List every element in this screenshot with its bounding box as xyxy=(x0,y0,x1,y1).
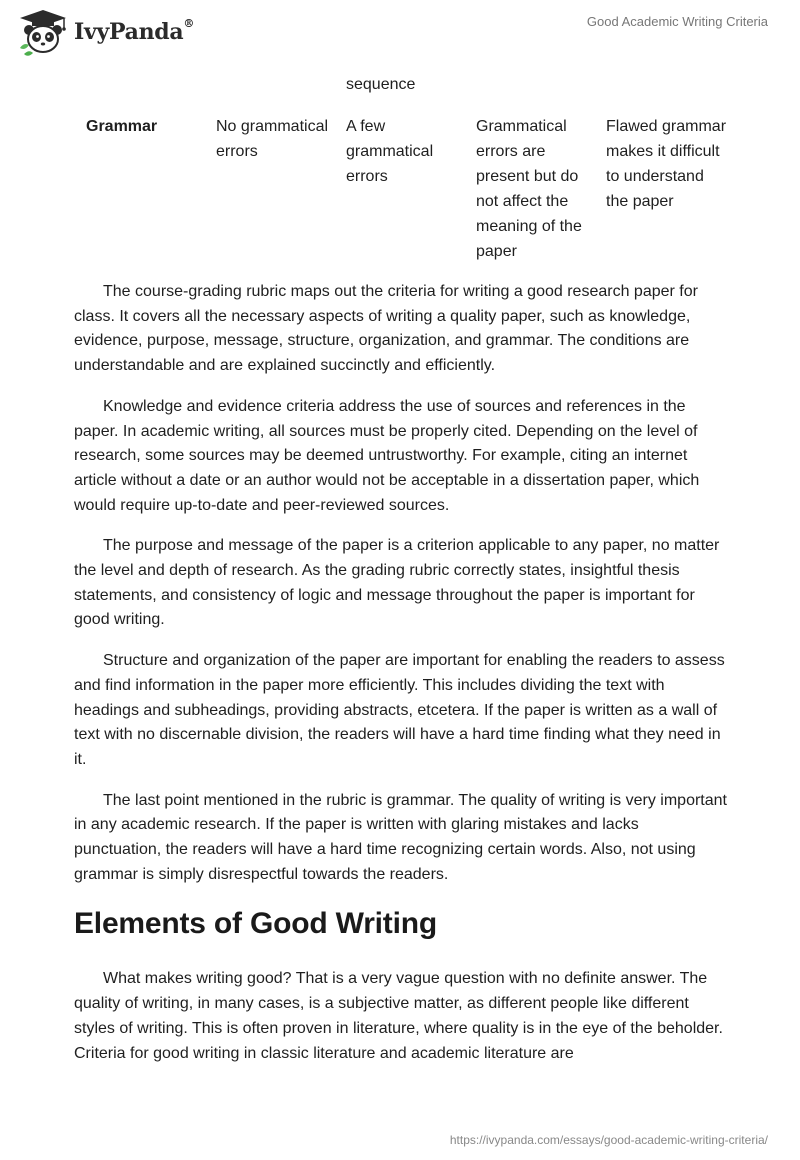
section-heading: Elements of Good Writing xyxy=(74,907,437,941)
body-paragraph: Knowledge and evidence criteria address the use of sources and references in the paper. In academic writing, all sources must be properly cited. Depending on the level of research, some sources may be deemed untrustworthy. For example, citing an internet article without a date or an author would not be acceptable in a dissertation paper, which would require up-to-date and peer-reviewed sources. xyxy=(74,397,700,514)
table-cell: sequence xyxy=(346,76,416,93)
article-body xyxy=(74,72,730,1082)
ivypanda-logo[interactable] xyxy=(14,8,194,56)
document-title: Good Academic Writing Criteria xyxy=(586,14,768,29)
body-paragraph: The purpose and message of the paper is a criterion applicable to any paper, no matter the level and depth of research. As the grading rubric correctly states, insightful thesis statements, and consistency of logic and message throughout the paper is important for good writing. xyxy=(74,537,720,629)
row-label: Grammar xyxy=(86,118,158,135)
body-paragraph: The course-grading rubric maps out the criteria for writing a good research paper for class. It covers all the necessary aspects of writing a quality paper, such as knowledge, evidence, purpose, message, structure, organization, and grammar. The conditions are understandable and are explained succinctly and efficiently. xyxy=(74,283,698,375)
table-cell xyxy=(86,72,216,100)
table-cell: Flawed grammar makes it difficult to understand the paper xyxy=(606,118,727,210)
page-header xyxy=(0,0,800,70)
table-row xyxy=(86,72,730,100)
table-cell xyxy=(476,72,606,100)
table-cell: No grammatical errors xyxy=(216,118,329,160)
table-cell: A few grammatical errors xyxy=(346,118,434,185)
source-url[interactable]: https://ivypanda.com/essays/good-academic-writing-criteria/ xyxy=(449,1133,768,1147)
body-paragraph: Structure and organization of the paper are important for enabling the readers to assess and find information in the paper more efficiently. This includes dividing the text with headings and subheadings, providing abstracts, etcetera. If the paper is written as a wall of text with no discernable division, the readers will have a hard time finding what they need in it. xyxy=(74,652,725,768)
brand-name: IvyPanda® xyxy=(74,16,195,45)
body-paragraph: What makes writing good? That is a very vague question with no definite answer. The quality of writing, in many cases, is a subjective matter, as different people like different styles of writing. This is often proven in literature, where quality is in the eye of the beholder. Criteria for good writing in classic literature and academic literature are xyxy=(74,970,723,1062)
table-cell xyxy=(216,72,346,100)
panda-graduate-icon xyxy=(14,8,72,56)
table-cell xyxy=(606,72,736,100)
body-paragraph: The last point mentioned in the rubric is grammar. The quality of writing is very important in any academic research. If the paper is written with glaring mistakes and lacks punctuation, the readers will have a hard time recognizing certain words. Also, not using grammar is simply disrespectful towards the readers. xyxy=(74,791,727,883)
table-cell: Grammatical errors are present but do not affect the meaning of the paper xyxy=(476,118,582,260)
grammar-table-row xyxy=(86,114,730,264)
